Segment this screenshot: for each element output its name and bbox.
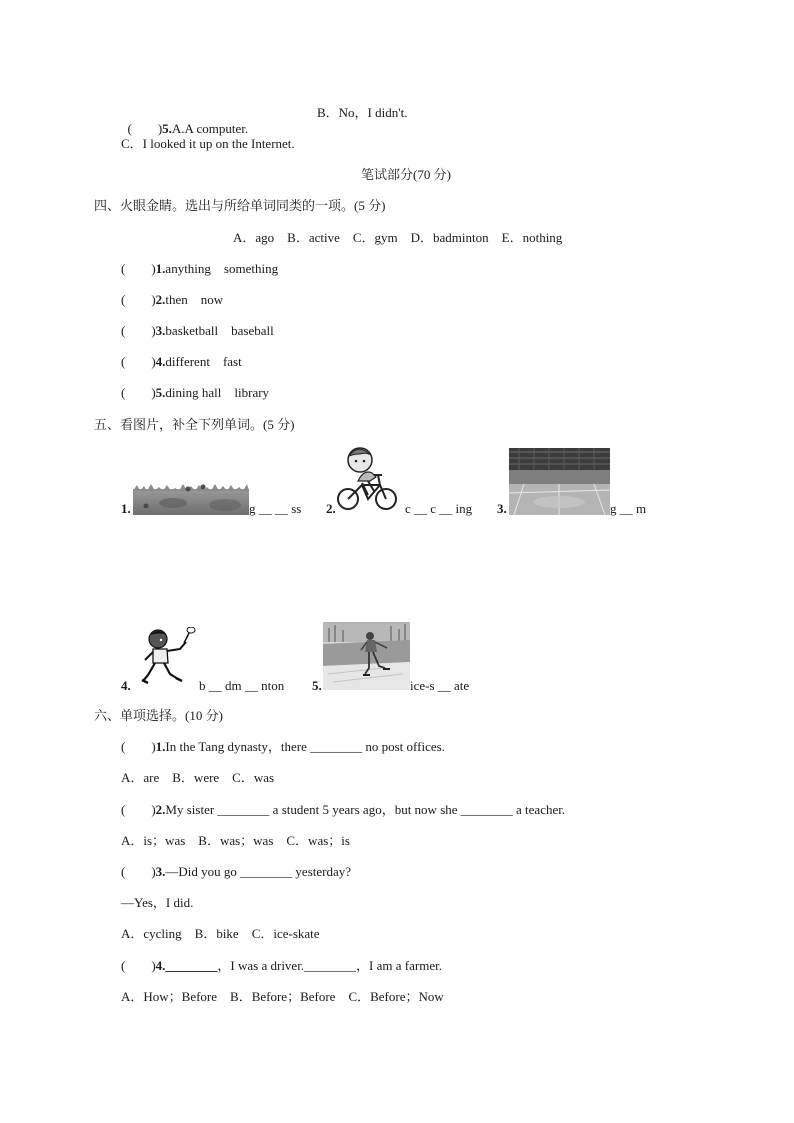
missing-letter-word: g __ __ ss (249, 501, 302, 516)
choice-question (121, 864, 351, 880)
missing-letter-word: g __ m (610, 501, 647, 516)
item-words: different fast (165, 354, 242, 369)
section4-item (121, 323, 274, 339)
answer-bracket: ( ) (121, 292, 156, 307)
listening-q5 (121, 105, 248, 137)
answer-bracket: ( ) (127, 121, 163, 136)
gym-photo (509, 448, 610, 515)
answer-bracket: ( ) (121, 958, 156, 973)
ice-skating-photo (323, 622, 410, 690)
choice-options: A．are B．were C．was (121, 770, 275, 785)
choice-options: A．is；was B．was；was C．was；is (121, 833, 350, 848)
section4-item (121, 354, 242, 370)
question-stem: In the Tang dynasty，there ________ no post offices. (165, 739, 445, 754)
item-number: 1. (155, 261, 166, 276)
question-number: 5. (162, 121, 172, 136)
answer-bracket: ( ) (121, 385, 156, 400)
section4-item (121, 292, 223, 308)
choice-options: A．How；Before B．Before；Before C．Before；Now (121, 989, 444, 1004)
section5-title: 五、看图片，补全下列单词。(5 分) (94, 417, 295, 432)
picture-item-number: 1. (121, 501, 131, 516)
section4-item (121, 261, 278, 277)
picture-item-number: 5. (312, 678, 322, 693)
item-number: 3. (155, 323, 166, 338)
cycling-boy-icon (336, 445, 400, 513)
choice-question (121, 958, 442, 974)
picture-item-number: 4. (121, 678, 131, 693)
answer-bracket: ( ) (121, 739, 156, 754)
item-words: dining hall library (165, 385, 270, 400)
question-number: 4. (155, 958, 166, 973)
dialogue-answer: —Yes，I did. (121, 895, 194, 910)
missing-letter-word: ice-s __ ate (410, 678, 470, 693)
answer-bracket: ( ) (121, 802, 156, 817)
item-words: basketball baseball (165, 323, 274, 338)
missing-letter-word: c __ c __ ing (405, 501, 473, 516)
grass-photo (133, 483, 249, 515)
picture-item-number: 3. (497, 501, 507, 516)
question-number: 3. (155, 864, 166, 879)
listening-q5-option-b: B．No，I didn't. (317, 105, 408, 120)
item-words: then now (165, 292, 224, 307)
item-words: anything something (165, 261, 279, 276)
blank-line: ________ (165, 958, 218, 973)
section6-title: 六、单项选择。(10 分) (94, 708, 223, 723)
option-a: A.A computer. (171, 121, 249, 136)
question-number: 2. (155, 802, 166, 817)
question-stem: My sister ________ a student 5 years ago，but now she ________ a teacher. (165, 802, 566, 817)
section4-item (121, 385, 269, 401)
choice-question (121, 802, 565, 818)
item-number: 4. (155, 354, 166, 369)
section4-title: 四、火眼金睛。选出与所给单词同类的一项。(5 分) (94, 198, 386, 213)
picture-item-number: 2. (326, 501, 336, 516)
missing-letter-word: b __ dm __ nton (199, 678, 285, 693)
badminton-boy-icon (140, 627, 198, 687)
choice-options: A．cycling B．bike C．ice-skate (121, 926, 320, 941)
question-number: 1. (155, 739, 166, 754)
choice-question (121, 739, 445, 755)
written-part-header: 笔试部分(70 分) (361, 167, 451, 182)
answer-bracket: ( ) (121, 354, 156, 369)
answer-bracket: ( ) (121, 323, 156, 338)
answer-bracket: ( ) (121, 864, 156, 879)
question-stem: ，I was a driver.________，I am a farmer. (217, 958, 442, 973)
listening-q5-option-c: C．I looked it up on the Internet. (121, 136, 295, 151)
answer-bracket: ( ) (121, 261, 156, 276)
section4-options: A．ago B．active C．gym D．badminton E．nothing (233, 230, 563, 245)
item-number: 5. (155, 385, 166, 400)
question-stem: —Did you go ________ yesterday? (165, 864, 352, 879)
item-number: 2. (155, 292, 166, 307)
